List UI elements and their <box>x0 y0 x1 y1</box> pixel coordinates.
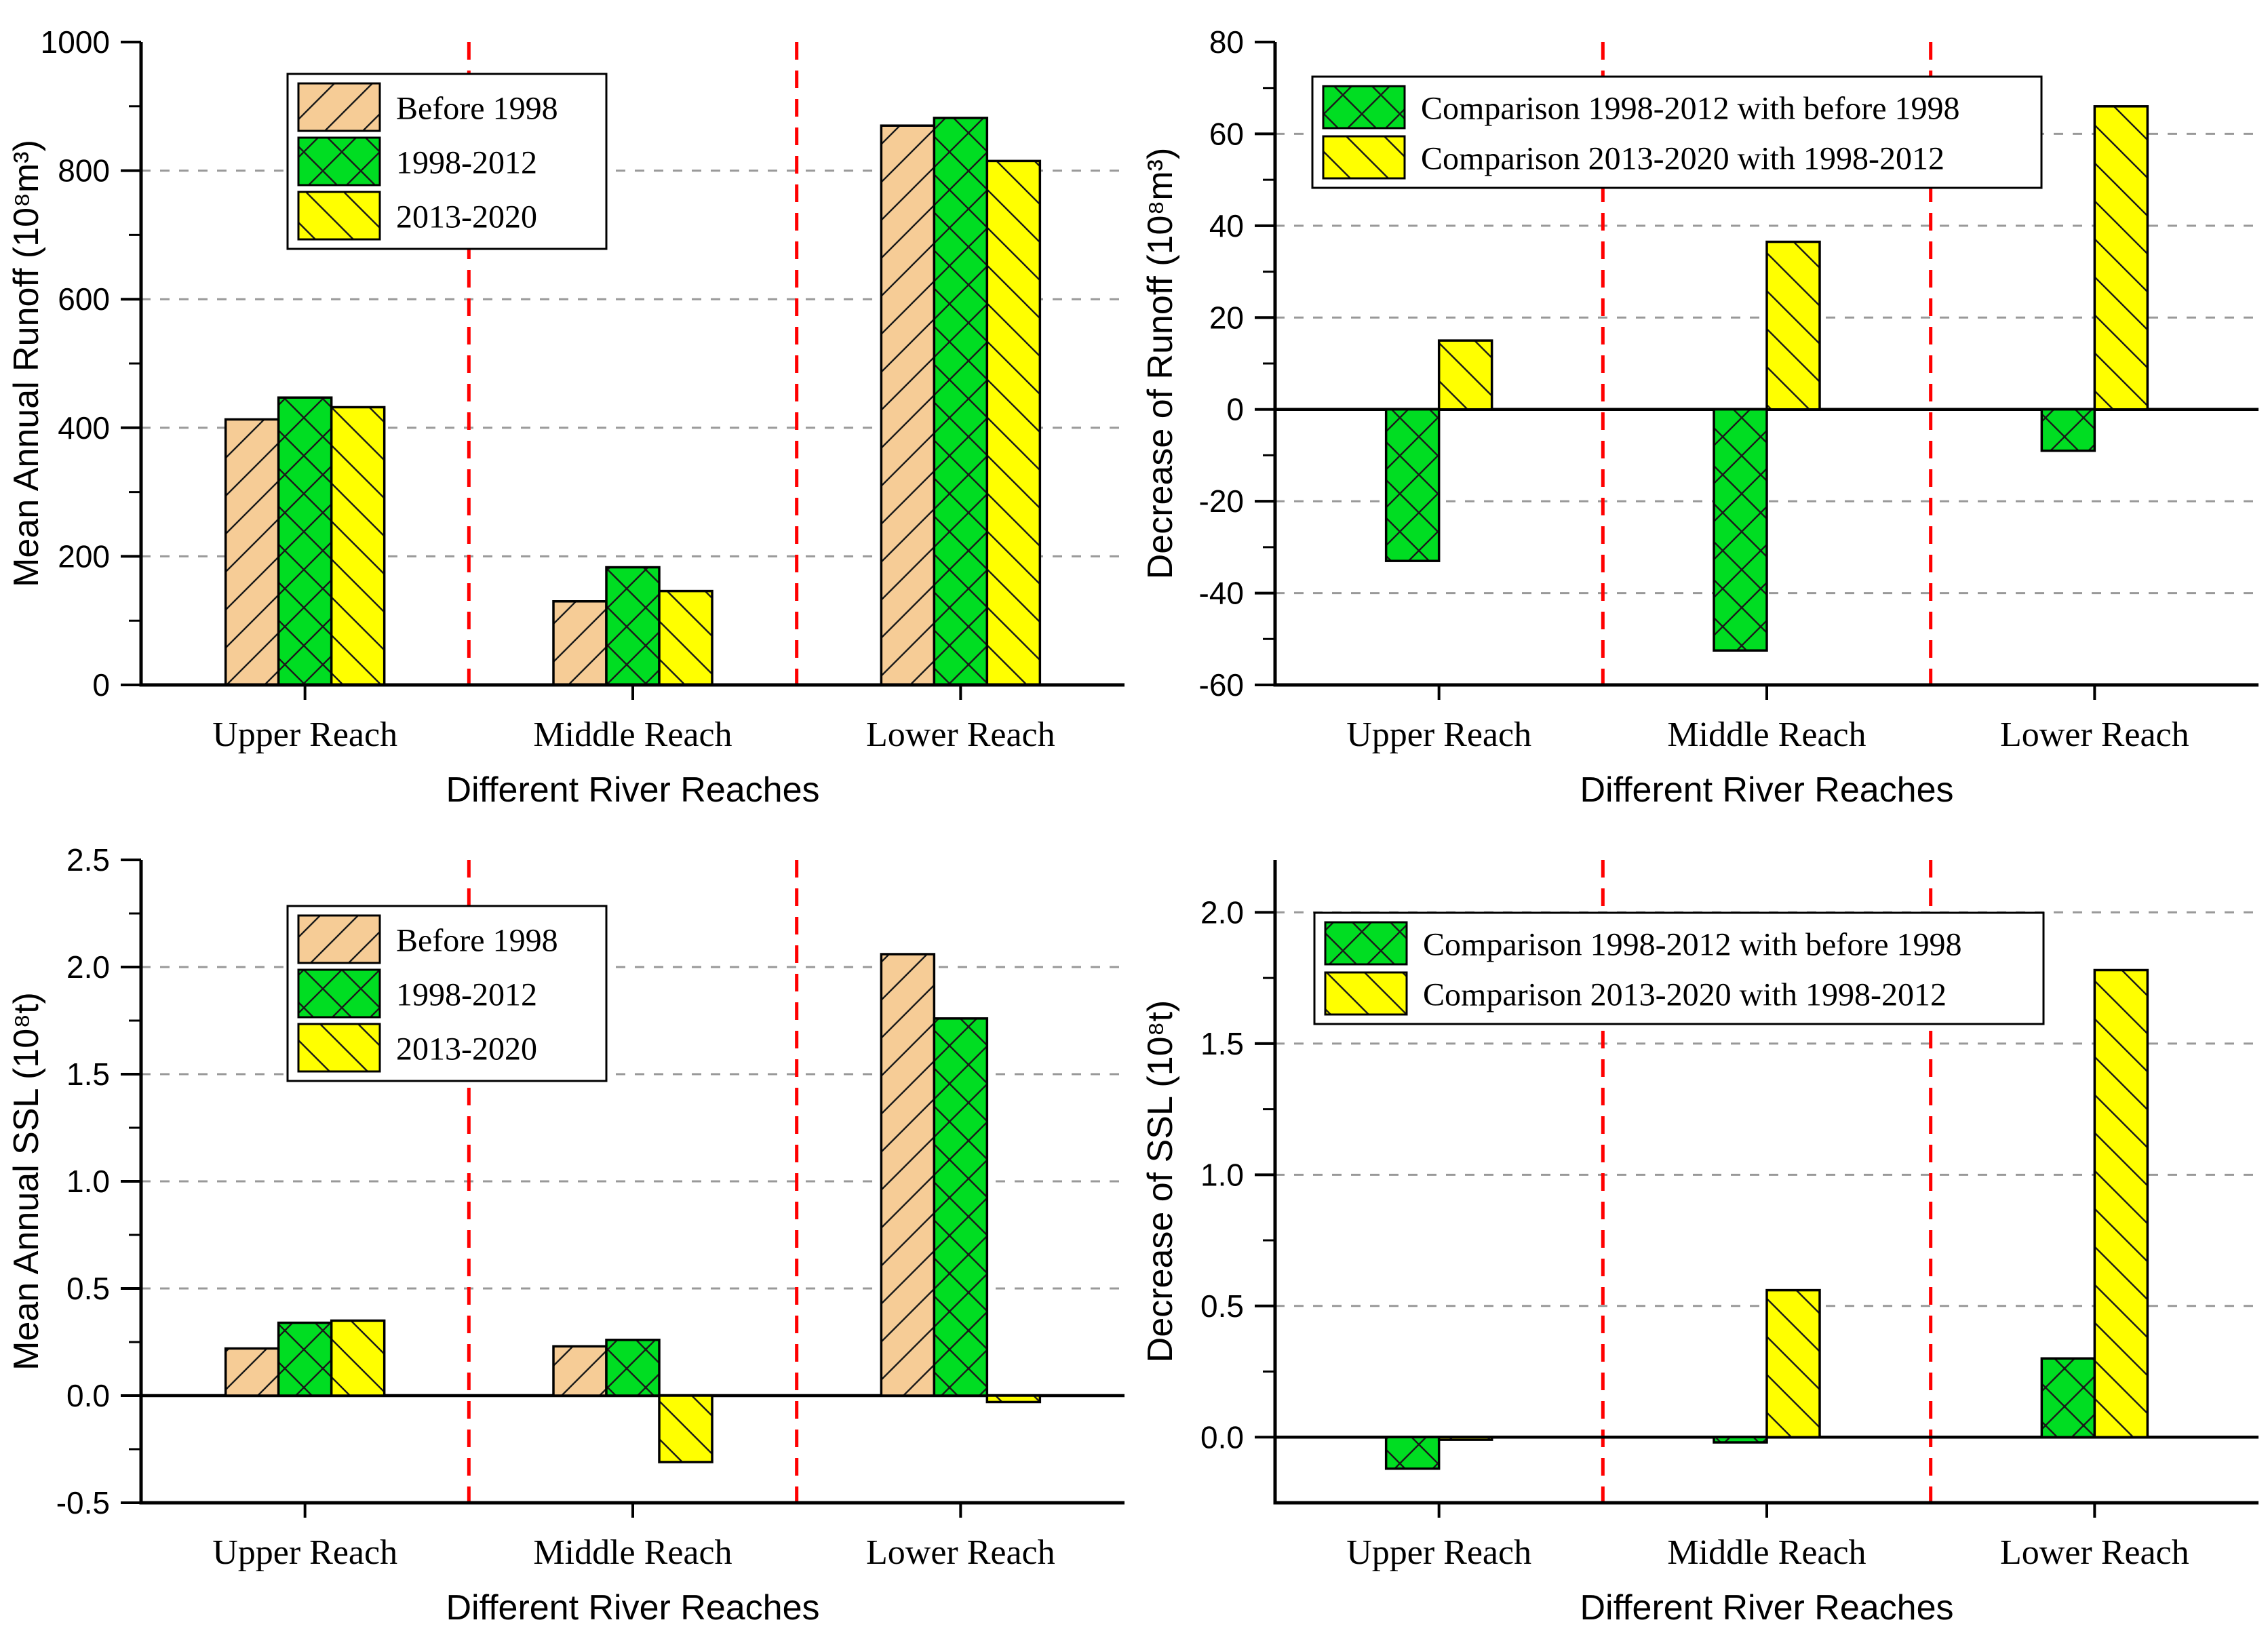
y-axis-title: Mean Annual Runoff (10⁸m³) <box>7 140 46 587</box>
y-tick-label: 0.0 <box>1200 1419 1244 1455</box>
bar-yellow-lower-reach <box>987 1396 1040 1402</box>
bar-yellow-upper-reach <box>1439 340 1492 410</box>
bar-green-lower-reach <box>2041 410 2094 451</box>
y-tick-label: 2.5 <box>66 842 110 878</box>
bar-green-lower-reach <box>2041 1358 2094 1437</box>
x-category-label: Middle Reach <box>533 715 732 754</box>
legend <box>288 906 606 1081</box>
legend-swatch <box>1325 922 1407 964</box>
bar-yellow-middle-reach <box>1767 1291 1820 1438</box>
legend-swatch <box>298 83 380 131</box>
legend-label: 1998-2012 <box>396 977 537 1013</box>
bar-green-middle-reach <box>606 568 659 685</box>
bar-green-upper-reach <box>1386 410 1439 561</box>
x-category-label: Upper Reach <box>1346 1533 1532 1572</box>
x-category-label: Middle Reach <box>1667 715 1866 754</box>
bar-yellow-middle-reach <box>659 1396 712 1462</box>
bar-green-middle-reach <box>1714 1437 1767 1442</box>
bar-wheat-middle-reach <box>553 602 606 685</box>
legend-swatch <box>298 192 380 239</box>
y-tick-label: 80 <box>1209 24 1244 60</box>
legend-swatch <box>298 915 380 963</box>
bar-green-middle-reach <box>606 1340 659 1396</box>
bar-wheat-upper-reach <box>226 419 279 685</box>
y-tick-label: 0.0 <box>66 1378 110 1413</box>
bar-green-lower-reach <box>934 118 987 685</box>
bar-green-upper-reach <box>1386 1437 1439 1468</box>
y-tick-label: 0 <box>1226 391 1244 427</box>
x-category-label: Upper Reach <box>212 715 398 754</box>
x-category-label: Lower Reach <box>2000 1533 2189 1572</box>
legend-label: 2013-2020 <box>396 199 537 235</box>
legend-label: 2013-2020 <box>396 1031 537 1067</box>
y-tick-label: 1000 <box>40 24 110 60</box>
legend-swatch <box>1323 86 1405 128</box>
y-tick-label: 40 <box>1209 208 1244 243</box>
legend-label: 1998-2012 <box>396 144 537 181</box>
bar-yellow-upper-reach <box>1439 1437 1492 1440</box>
legend <box>288 74 606 249</box>
x-axis-title: Different River Reaches <box>446 1588 820 1628</box>
legend-label: Before 1998 <box>396 922 558 959</box>
x-category-label: Lower Reach <box>866 715 1055 754</box>
x-category-label: Upper Reach <box>1346 715 1532 754</box>
x-axis-title: Different River Reaches <box>446 770 820 810</box>
y-tick-label: -20 <box>1198 484 1244 519</box>
bar-yellow-middle-reach <box>659 591 712 685</box>
legend-swatch <box>1323 136 1405 178</box>
chart-mean-annual-ssl <box>0 818 1134 1635</box>
y-tick-label: -40 <box>1198 575 1244 611</box>
y-axis-title: Mean Annual SSL (10⁸t) <box>7 992 46 1371</box>
y-tick-label: 1.5 <box>66 1057 110 1092</box>
y-tick-label: 400 <box>58 410 110 446</box>
bar-wheat-upper-reach <box>226 1348 279 1396</box>
y-tick-label: -60 <box>1198 667 1244 703</box>
bar-wheat-lower-reach <box>881 125 934 685</box>
y-tick-label: 0.5 <box>1200 1288 1244 1324</box>
bar-green-upper-reach <box>279 1323 332 1396</box>
legend-label: Comparison 2013-2020 with 1998-2012 <box>1423 977 1947 1013</box>
x-category-label: Lower Reach <box>866 1533 1055 1572</box>
x-category-label: Upper Reach <box>212 1533 398 1572</box>
legend <box>1314 913 2044 1024</box>
bar-wheat-lower-reach <box>881 954 934 1396</box>
chart-svg-mean-annual-ssl <box>0 818 1134 1635</box>
chart-mean-annual-runoff <box>0 0 1134 817</box>
bar-yellow-upper-reach <box>332 407 385 685</box>
chart-decrease-of-runoff <box>1134 0 2268 817</box>
legend-swatch <box>298 138 380 185</box>
bar-yellow-lower-reach <box>2094 106 2147 410</box>
y-tick-label: 600 <box>58 281 110 317</box>
y-tick-label: 1.0 <box>1200 1157 1244 1193</box>
legend-swatch <box>1325 972 1407 1015</box>
y-tick-label: 0.5 <box>66 1271 110 1306</box>
bar-green-middle-reach <box>1714 410 1767 651</box>
chart-svg-decrease-of-ssl <box>1134 818 2268 1635</box>
y-tick-label: 2.0 <box>66 949 110 985</box>
y-tick-label: 800 <box>58 153 110 189</box>
x-category-label: Lower Reach <box>2000 715 2189 754</box>
legend-swatch <box>298 970 380 1017</box>
y-tick-label: 1.5 <box>1200 1025 1244 1061</box>
y-tick-label: 1.0 <box>66 1164 110 1199</box>
bar-yellow-lower-reach <box>987 161 1040 685</box>
bar-wheat-middle-reach <box>553 1346 606 1396</box>
legend-label: Comparison 2013-2020 with 1998-2012 <box>1421 140 1944 177</box>
bar-yellow-middle-reach <box>1767 242 1820 410</box>
chart-decrease-of-ssl <box>1134 818 2268 1635</box>
bar-yellow-lower-reach <box>2094 970 2147 1438</box>
y-tick-label: -0.5 <box>56 1485 110 1520</box>
chart-svg-mean-annual-runoff <box>0 0 1134 817</box>
y-tick-label: 20 <box>1209 300 1244 336</box>
x-axis-title: Different River Reaches <box>1580 770 1954 810</box>
bar-green-upper-reach <box>279 397 332 685</box>
legend-label: Comparison 1998-2012 with before 1998 <box>1423 926 1962 963</box>
y-axis-title: Decrease of Runoff (10⁸m³) <box>1141 147 1180 580</box>
y-axis-title: Decrease of SSL (10⁸t) <box>1141 1000 1180 1363</box>
legend-label: Comparison 1998-2012 with before 1998 <box>1421 90 1960 127</box>
legend-swatch <box>298 1024 380 1071</box>
x-category-label: Middle Reach <box>533 1533 732 1572</box>
legend-label: Before 1998 <box>396 90 558 127</box>
x-category-label: Middle Reach <box>1667 1533 1866 1572</box>
x-axis-title: Different River Reaches <box>1580 1588 1954 1628</box>
bar-green-lower-reach <box>934 1019 987 1396</box>
y-tick-label: 0 <box>92 667 110 703</box>
chart-svg-decrease-of-runoff <box>1134 0 2268 817</box>
y-tick-label: 2.0 <box>1200 894 1244 930</box>
y-tick-label: 200 <box>58 538 110 574</box>
bar-yellow-upper-reach <box>332 1320 385 1396</box>
legend <box>1312 77 2041 188</box>
y-tick-label: 60 <box>1209 116 1244 152</box>
